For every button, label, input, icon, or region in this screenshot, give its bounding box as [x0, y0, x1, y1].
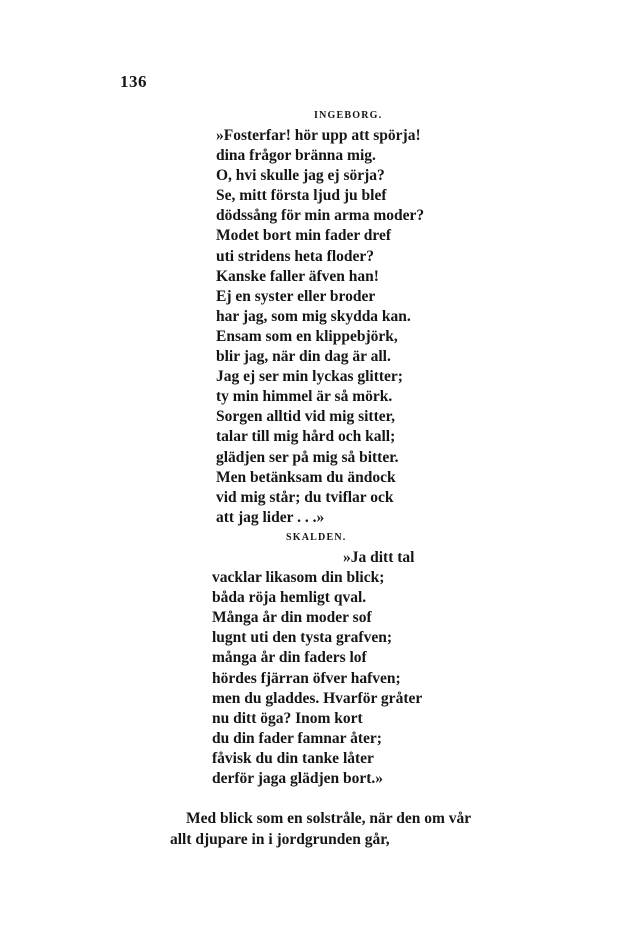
verse-line: dina frågor bränna mig. — [216, 147, 376, 165]
verse-line: Se, mitt första ljud ju blef — [216, 187, 387, 205]
verse-line: många år din faders lof — [212, 649, 367, 667]
verse-line: »Ja ditt tal — [343, 549, 415, 566]
verse-line: talar till mig hård och kall; — [216, 428, 396, 446]
paragraph-line: allt djupare in i jordgrunden går, — [170, 831, 390, 848]
verse-line: dödssång för min arma moder? — [216, 207, 425, 225]
verse-line: Modet bort min fader dref — [216, 227, 392, 245]
speaker-heading-skalden: SKALDEN. — [286, 532, 347, 543]
verse-line: Många år din moder sof — [212, 609, 372, 627]
verse-line: du din fader famnar åter; — [212, 729, 382, 747]
verse-line: ty min himmel är så mörk. — [216, 388, 393, 406]
ingeborg-verse — [216, 126, 424, 528]
verse-line: lugnt uti den tysta grafven; — [212, 629, 392, 647]
paragraph-line: Med blick som en solstråle, när den om vår — [186, 810, 472, 827]
verse-line: hördes fjärran öfver hafven; — [212, 669, 401, 687]
verse-line: Ensam som en klippebjörk, — [216, 327, 398, 345]
verse-line: nu ditt öga? Inom kort — [212, 709, 363, 727]
verse-line: har jag, som mig skydda kan. — [216, 307, 411, 325]
verse-line: Ej en syster eller broder — [216, 287, 376, 305]
verse-line: båda röja hemligt qval. — [212, 589, 367, 607]
verse-line: vacklar likasom din blick; — [212, 569, 385, 587]
skalden-verse — [212, 548, 422, 789]
verse-line: fåvisk du din tanke låter — [212, 749, 374, 767]
page-number: 136 — [120, 72, 147, 91]
speaker-heading-ingeborg: INGEBORG. — [314, 110, 383, 121]
verse-line: derför jaga glädjen bort.» — [212, 770, 384, 788]
verse-line: »Fosterfar! hör upp att spörja! — [216, 127, 421, 144]
verse-line: glädjen ser på mig så bitter. — [216, 448, 399, 466]
verse-line: O, hvi skulle jag ej sörja? — [216, 167, 385, 185]
verse-line: blir jag, när din dag är all. — [216, 348, 391, 366]
verse-line: Sorgen alltid vid mig sitter, — [216, 408, 395, 426]
verse-line: uti stridens heta floder? — [216, 247, 375, 265]
verse-line: Men betänksam du ändock — [216, 468, 396, 486]
narrative-paragraph — [170, 808, 471, 850]
verse-line: men du gladdes. Hvarför gråter — [212, 689, 423, 707]
verse-line: vid mig står; du tviflar ock — [216, 488, 394, 506]
verse-line: Jag ej ser min lyckas glitter; — [216, 368, 403, 386]
verse-line: Kanske faller äfven han! — [216, 267, 379, 285]
verse-line: att jag lider . . .» — [216, 508, 325, 526]
